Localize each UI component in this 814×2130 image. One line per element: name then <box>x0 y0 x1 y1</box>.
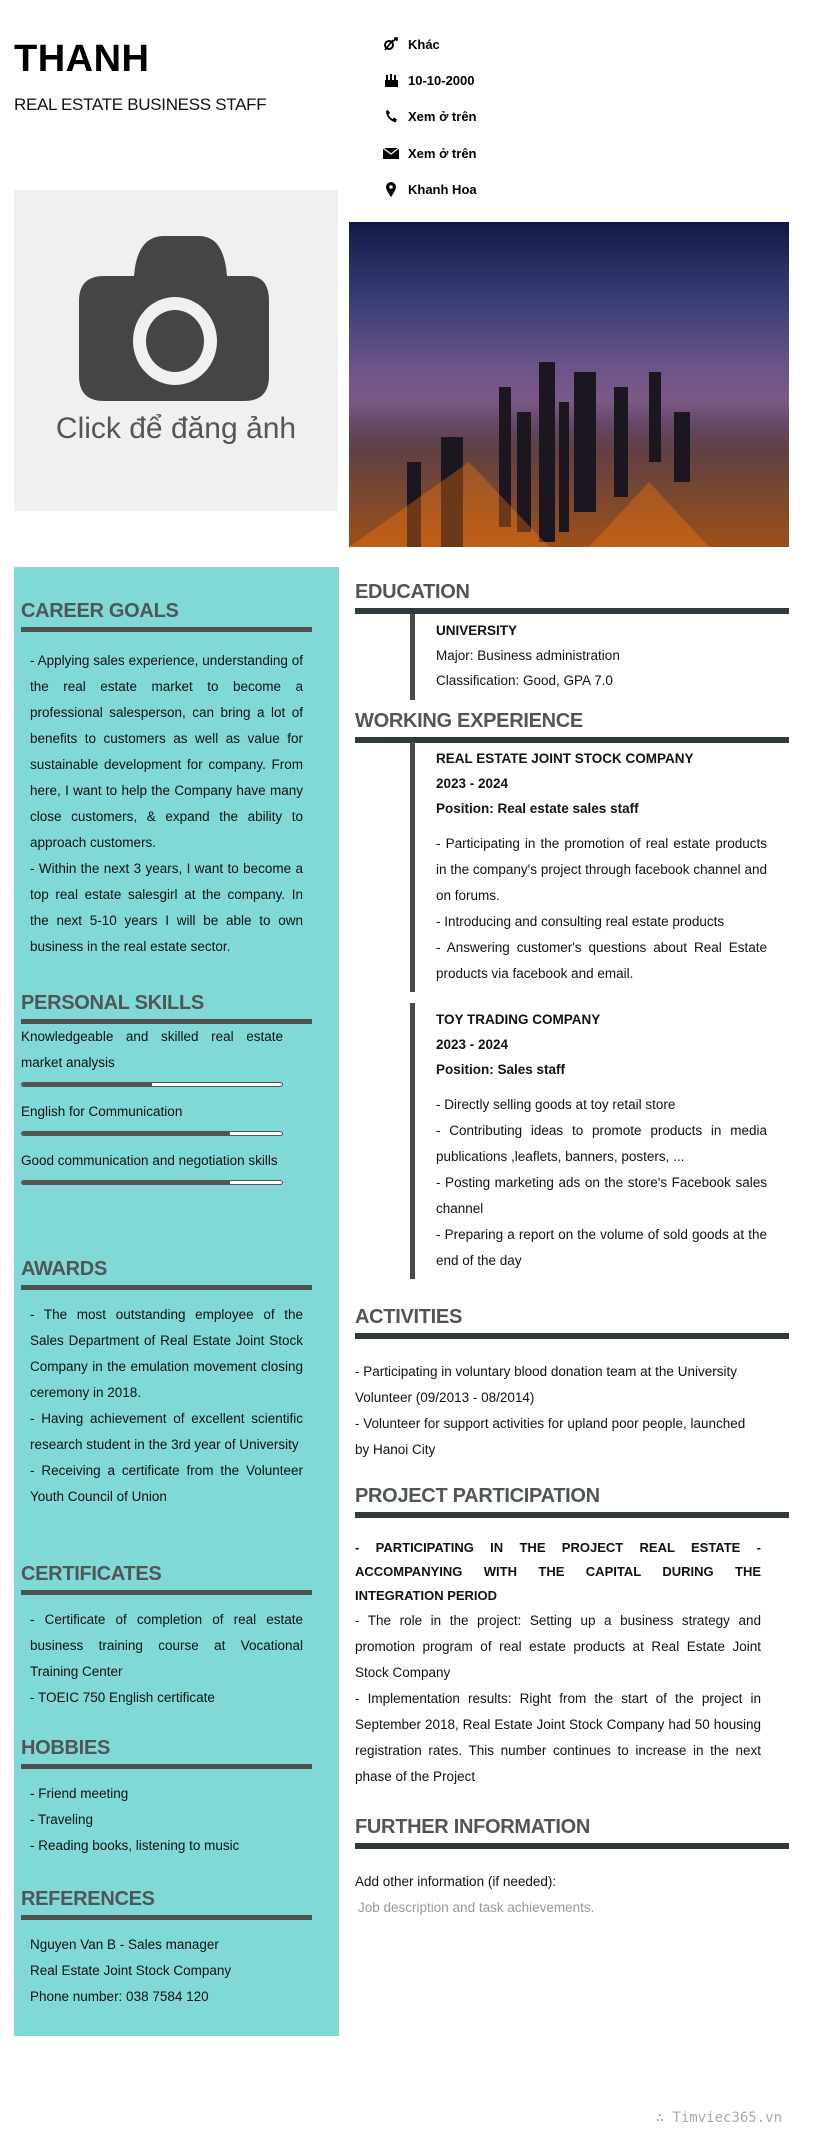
job-entry <box>410 1003 767 1279</box>
education-section <box>355 580 789 614</box>
info-phone <box>380 106 477 126</box>
hobbies-section <box>21 1736 312 1859</box>
further-info-label: Add other information (if needed): <box>355 1874 557 1889</box>
avatar-upload[interactable] <box>14 190 338 511</box>
section-divider <box>21 1285 312 1290</box>
section-title: CAREER GOALS <box>21 600 179 622</box>
activities-section <box>355 1305 789 1463</box>
projects-section <box>355 1484 789 1790</box>
section-title: EDUCATION <box>355 581 470 603</box>
job-position: Position: Real estate sales staff <box>436 801 639 816</box>
reference-line: Real Estate Joint Stock Company <box>30 1963 232 1978</box>
section-divider <box>355 1843 789 1849</box>
phone-icon <box>380 108 402 124</box>
job-duty: - Contributing ideas to promote products in media publications ,leaflets, banners, posters, ... <box>436 1123 767 1164</box>
further-info-input[interactable]: Job description and task achievements. <box>358 1900 595 1915</box>
birthday-value: 10-10-2000 <box>408 72 475 88</box>
cover-image-city <box>349 222 789 547</box>
career-goal-text: - Within the next 3 years, I want to become a top real estate salesgirl at the company. In the next 5-10 years I will be able to own business in the real estate sector. <box>30 861 303 954</box>
birthday-cake-icon <box>380 72 402 88</box>
awards-section <box>21 1257 312 1510</box>
section-title: HOBBIES <box>21 1737 111 1759</box>
award-item: - Receiving a certificate from the Volunteer Youth Council of Union <box>30 1463 303 1504</box>
skill-level-fill <box>22 1132 230 1135</box>
info-birthday <box>380 70 475 90</box>
email-value: Xem ở trên <box>408 145 477 161</box>
classification: Classification: Good, GPA 7.0 <box>436 673 613 688</box>
job-period: 2023 - 2024 <box>436 1037 509 1052</box>
job-period: 2023 - 2024 <box>436 776 509 791</box>
company-name: REAL ESTATE JOINT STOCK COMPANY <box>436 751 694 766</box>
section-divider <box>21 1915 312 1920</box>
award-item: - The most outstanding employee of the Sales Department of Real Estate Joint Stock Company in the emulation movement closing ceremony in 2018. <box>30 1307 303 1400</box>
map-marker-icon <box>380 181 402 197</box>
job-duty: - Posting marketing ads on the store's Facebook sales channel <box>436 1175 767 1216</box>
info-address <box>380 179 477 199</box>
major: Major: Business administration <box>436 648 620 663</box>
section-divider <box>355 1512 789 1518</box>
section-title: ACTIVITIES <box>355 1306 463 1328</box>
certificate-item: - TOEIC 750 English certificate <box>30 1690 215 1705</box>
skill-level-fill <box>22 1083 152 1086</box>
activity-item: - Volunteer for support activities for upland poor people, launched by Hanoi City <box>355 1416 746 1457</box>
watermark: ∴ Timviec365.vn <box>655 2110 782 2126</box>
further-info-section <box>355 1815 789 1921</box>
section-title: FURTHER INFORMATION <box>355 1816 591 1838</box>
job-duty: - Participating in the promotion of real estate products in the company's project through facebook channel and on forums. <box>436 836 767 903</box>
job-position: Position: Sales staff <box>436 1062 566 1077</box>
upload-photo-label: Click để đăng ảnh <box>55 412 297 445</box>
experience-section <box>355 709 789 743</box>
company-name: TOY TRADING COMPANY <box>436 1012 601 1027</box>
career-goals-section <box>21 599 312 960</box>
career-goal-text: - Applying sales experience, understanding of the real estate market to become a professional salesperson, can bring a lot of benefits to customers as well as value for sustainable development for company. From here, I want to help the Company have many close customers, & expand the ability to approach customers. <box>30 653 303 850</box>
skill-name: Good communication and negotiation skills <box>21 1153 278 1168</box>
school-name: UNIVERSITY <box>436 623 518 638</box>
personal-skills-section <box>21 991 312 1197</box>
hobby-item: - Reading books, listening to music <box>30 1838 240 1853</box>
info-gender <box>380 34 440 54</box>
section-title: REFERENCES <box>21 1888 155 1910</box>
job-title: REAL ESTATE BUSINESS STAFF <box>14 95 267 114</box>
info-email <box>380 143 477 163</box>
references-section <box>21 1887 312 2010</box>
section-title: AWARDS <box>21 1258 107 1280</box>
project-name: - PARTICIPATING IN THE PROJECT REAL ESTATE - ACCOMPANYING WITH THE CAPITAL DURING THE INTEGRATION PERIOD <box>355 1540 761 1603</box>
section-divider <box>21 1590 312 1595</box>
section-divider <box>21 1764 312 1769</box>
certificates-section <box>21 1562 312 1711</box>
phone-value: Xem ở trên <box>408 108 477 124</box>
skill-level-bar <box>21 1131 283 1136</box>
job-duty: - Answering customer's questions about Real Estate products via facebook and email. <box>436 940 767 981</box>
hobby-item: - Traveling <box>30 1812 94 1827</box>
gender-icon <box>380 36 402 52</box>
address-value: Khanh Hoa <box>408 181 477 197</box>
section-divider <box>21 627 312 632</box>
envelope-icon <box>380 145 402 161</box>
candidate-name: THANH <box>14 38 150 80</box>
job-entry <box>410 742 767 992</box>
project-detail: - Implementation results: Right from the start of the project in September 2018, Real Estate Joint Stock Company had 50 housing registration rates. This number continues to increase in the next phase of the Project <box>355 1691 761 1784</box>
section-divider <box>355 1333 789 1339</box>
section-title: WORKING EXPERIENCE <box>355 710 583 732</box>
skill-level-bar <box>21 1180 283 1185</box>
hobby-item: - Friend meeting <box>30 1786 129 1801</box>
job-duty: - Introducing and consulting real estate products <box>436 914 725 929</box>
project-detail: - The role in the project: Setting up a business strategy and promotion program of real estate products at Real Estate Joint Stock Company <box>355 1613 761 1680</box>
certificate-item: - Certificate of completion of real estate business training course at Vocational Training Center <box>30 1612 303 1679</box>
reference-line: Phone number: 038 7584 120 <box>30 1989 209 2004</box>
skill-name: English for Communication <box>21 1104 183 1119</box>
section-title: CERTIFICATES <box>21 1563 162 1585</box>
skill-name: Knowledgeable and skilled real estate market analysis <box>21 1029 283 1070</box>
award-item: - Having achievement of excellent scientific research student in the 3rd year of University <box>30 1411 303 1452</box>
camera-icon <box>79 236 274 406</box>
skill-level-fill <box>22 1181 230 1184</box>
education-entry <box>410 614 767 700</box>
skill-level-bar <box>21 1082 283 1087</box>
section-title: PERSONAL SKILLS <box>21 992 204 1014</box>
job-duty: - Directly selling goods at toy retail store <box>436 1097 676 1112</box>
section-title: PROJECT PARTICIPATION <box>355 1485 600 1507</box>
job-duty: - Preparing a report on the volume of sold goods at the end of the day <box>436 1227 767 1268</box>
gender-value: Khác <box>408 36 440 52</box>
reference-line: Nguyen Van B - Sales manager <box>30 1937 219 1952</box>
activity-item: - Participating in voluntary blood donation team at the University Volunteer (09/2013 - 08/2014) <box>355 1364 737 1405</box>
